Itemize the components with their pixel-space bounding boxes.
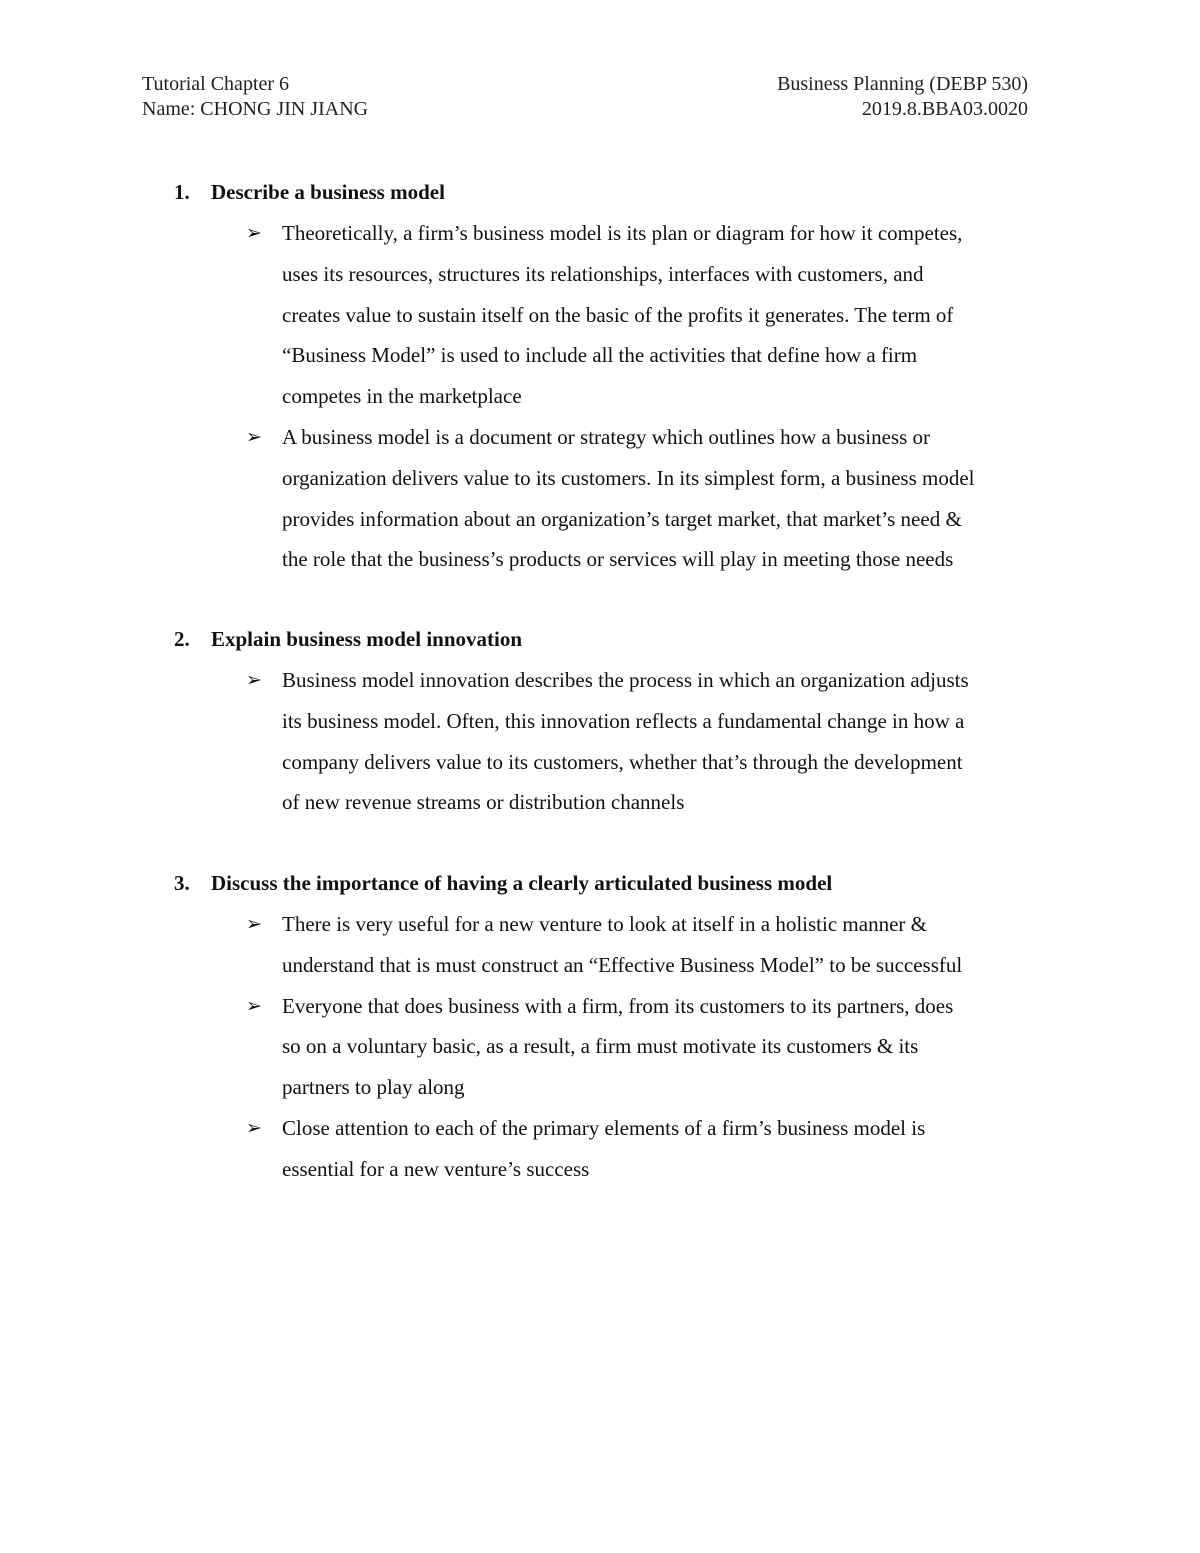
bullet-text: [282, 417, 1072, 580]
question-title: [174, 863, 1074, 904]
answer-bullet: [246, 1108, 1072, 1190]
student-id: 2019.8.BBA03.0020: [861, 98, 1028, 120]
text-line: organization delivers value to its customers. In its simplest form, a business model: [282, 465, 975, 490]
bullet-text: [282, 213, 1072, 417]
arrowhead-bullet-icon: ➢: [246, 669, 262, 691]
course-name: Business Planning (DEBP 530): [777, 73, 1028, 95]
text-line: essential for a new venture’s success: [282, 1156, 590, 1181]
text-line: creates value to sustain itself on the basic of the profits it generates. The term of: [282, 302, 954, 327]
question-3: [174, 863, 1074, 1190]
page-header: [142, 72, 1028, 122]
arrowhead-bullet-icon: ➢: [246, 222, 262, 244]
arrowhead-bullet-icon: ➢: [246, 994, 262, 1017]
answer-bullet: [246, 213, 1072, 417]
text-line: Theoretically, a firm’s business model is its plan or diagram for how it competes,: [282, 221, 963, 245]
question-number: 3.: [174, 871, 190, 895]
answer-bullet: [246, 986, 1072, 1108]
tutorial-chapter-label: Tutorial Chapter 6: [142, 73, 290, 95]
text-line: There is very useful for a new venture to look at itself in a holistic manner &: [282, 912, 927, 936]
header-row-1: [142, 72, 1028, 97]
bullet-text: [282, 1108, 1072, 1190]
header-row-2: [142, 97, 1028, 122]
question-text: Discuss the importance of having a clearly articulated business model: [211, 871, 833, 895]
arrowhead-bullet-icon: ➢: [246, 1116, 262, 1139]
bullet-text: [282, 904, 1072, 986]
arrowhead-bullet-icon: ➢: [246, 425, 262, 448]
text-line: its business model. Often, this innovation reflects a fundamental change in how a: [282, 708, 965, 733]
text-line: “Business Model” is used to include all the activities that define how a firm: [282, 343, 918, 368]
text-line: partners to play along: [282, 1075, 465, 1100]
bullet-text: [282, 660, 1072, 823]
arrowhead-bullet-icon: ➢: [246, 913, 262, 935]
student-name: Name: CHONG JIN JIANG: [142, 98, 369, 120]
text-line: Business model innovation describes the process in which an organization adjusts: [282, 668, 969, 692]
question-1: [174, 172, 1074, 580]
text-line: competes in the marketplace: [282, 384, 522, 409]
text-line: the role that the business’s products or services will play in meeting those needs: [282, 547, 954, 572]
text-line: of new revenue streams or distribution channels: [282, 790, 685, 815]
question-text: Explain business model innovation: [211, 627, 523, 651]
answer-bullet: [246, 660, 1072, 823]
answer-bullet: [246, 417, 1072, 580]
text-line: company delivers value to its customers, whether that’s through the development: [282, 749, 963, 774]
question-title: [174, 172, 1074, 213]
bullet-text: [282, 986, 1072, 1108]
text-line: A business model is a document or strategy which outlines how a business or: [282, 424, 930, 449]
text-line: uses its resources, structures its relationships, interfaces with customers, and: [282, 261, 924, 286]
text-line: provides information about an organization’s target market, that market’s need &: [282, 506, 962, 531]
text-line: so on a voluntary basic, as a result, a firm must motivate its customers & its: [282, 1034, 919, 1059]
question-2: [174, 619, 1074, 823]
text-line: Everyone that does business with a firm, from its customers to its partners, does: [282, 993, 954, 1018]
text-line: Close attention to each of the primary elements of a firm’s business model is: [282, 1115, 926, 1140]
question-number: 1.: [174, 180, 190, 204]
question-number: 2.: [174, 627, 190, 651]
answer-bullet: [246, 904, 1072, 986]
text-line: understand that is must construct an “Effective Business Model” to be successful: [282, 952, 963, 977]
question-text: Describe a business model: [211, 180, 445, 204]
question-title: [174, 619, 1074, 660]
